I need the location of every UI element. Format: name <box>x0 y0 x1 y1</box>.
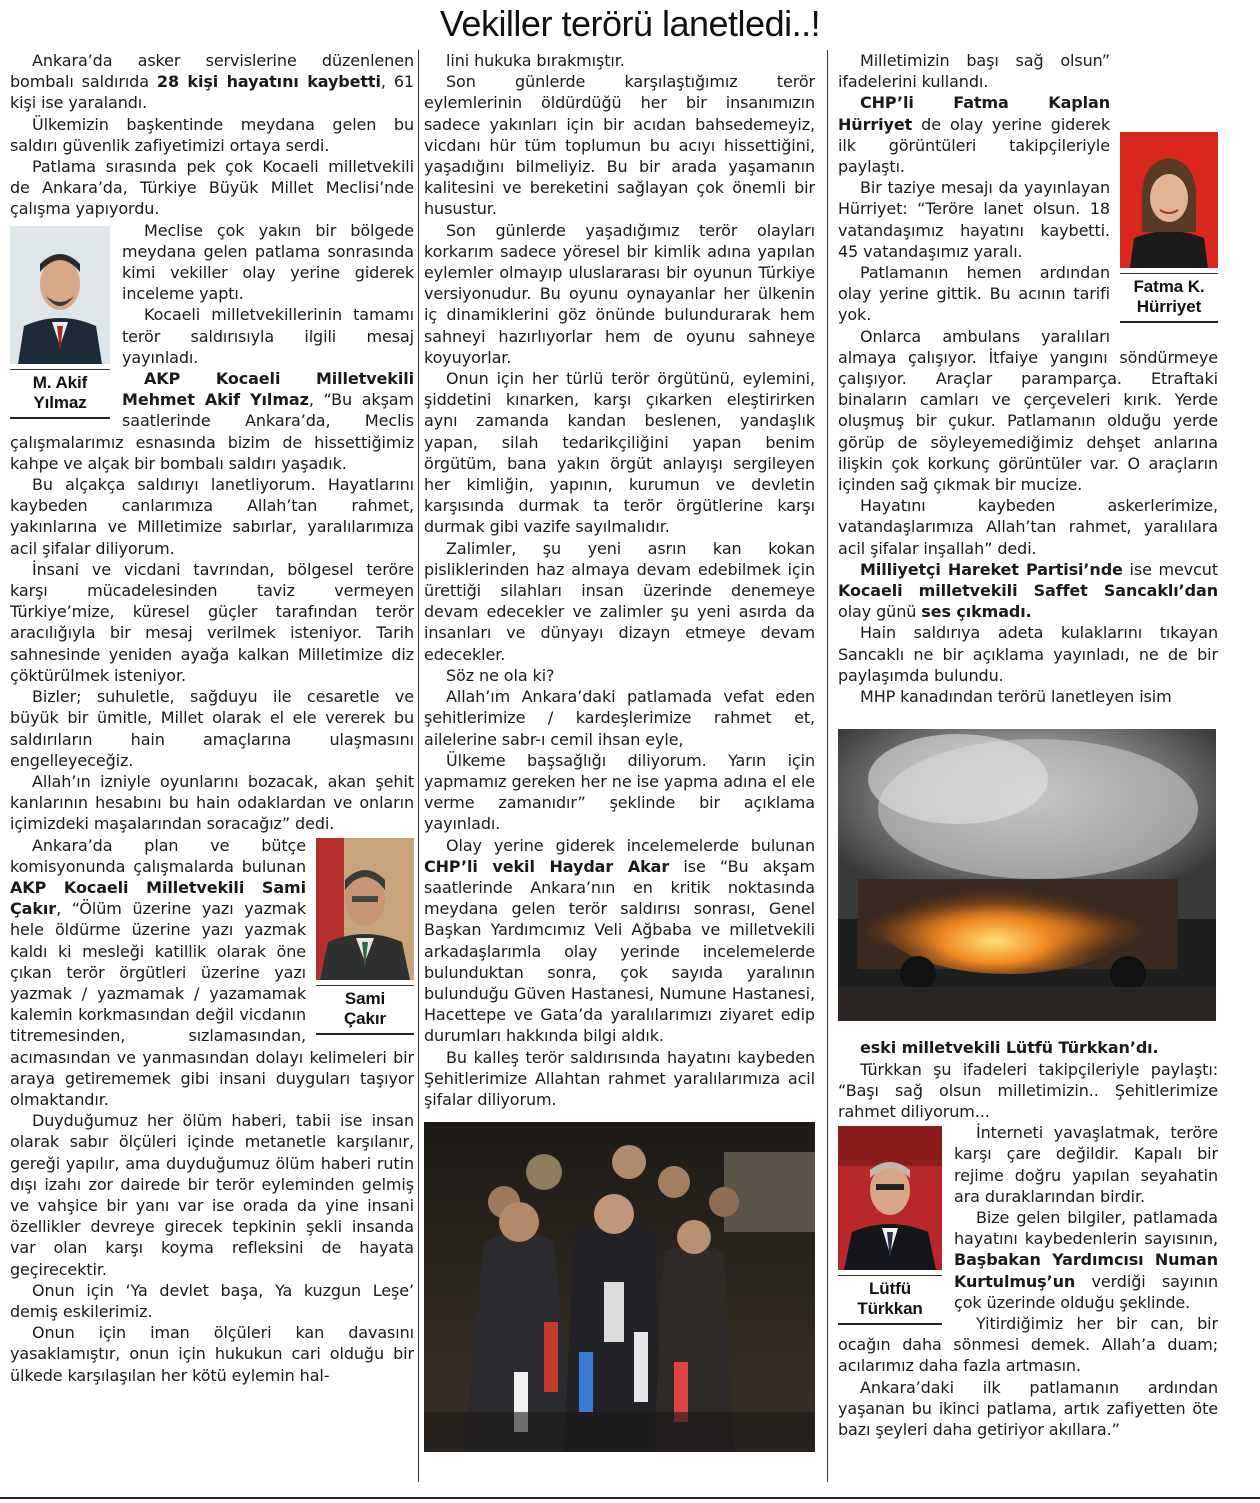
text: Son günlerde karşılaştığımız terör eylemlerinin öldürdüğü her bir insanımızın sadece yakınları için bir acıdan bahsedemeyiz, vicdanı hür tüm toplumun bu acıyı hissettiğini, yaşadığını bilmeliyiz. Bu bir arada yaşamanın kalitesini ve bereketini sağlayan çok önemli bir husustur. <box>424 72 815 219</box>
text: lini hukuka bırakmıştır. <box>446 51 625 70</box>
bold-text: AKP Kocaeli Milletvekili Mehmet Akif Yılmaz <box>122 369 414 410</box>
text: Meclise çok yakın bir bölgede meydana gelen patlama sonrasında kimi vekiller olay yerine giderek inceleme yaptı. <box>122 220 414 304</box>
paragraph <box>10 1322 414 1386</box>
paragraph <box>424 220 815 368</box>
press-crowd-photo <box>424 1122 815 1452</box>
text: , “Ölüm üzerine yazı yazmak hele öldürme üzerine yazı yazmak kaldı ki mesleği katillik olarak öne çıkan terör örgütleri üzerine yazı yazmak / yazmamak / yazamamak kalemin korkmasından değil vicdanın titremesinden, sızlamasından, acımasından ve yanmasından dolayı kelimeleri bir araya getirememek gibi insani duyguları taşıyor olmaktandır. <box>10 899 414 1109</box>
text: Olay yerine giderek incelemelerde bulunan <box>446 835 815 855</box>
bold-text: eski milletvekili Lütfü Türkkan’dı. <box>860 1038 1159 1058</box>
text: ise mevcut <box>1122 559 1218 579</box>
text: Türkkan şu ifadeleri takipçileriyle paylaştı: “Başı sağ olsun milletimizin.. Şehitlerimize rahmet diliyorum... <box>838 1059 1218 1121</box>
burning-bus-photo <box>838 729 1216 1021</box>
text: Patlama sırasında pek çok Kocaeli milletvekili de Ankara’da, Türkiye Büyük Millet Meclisi’nde çalışma yapıyordu. <box>10 157 414 219</box>
paragraph <box>424 835 815 1047</box>
paragraph <box>838 1037 1218 1058</box>
bold-text: CHP’li Fatma Kaplan Hürriyet <box>838 93 1110 134</box>
text: Söz ne ola ki? <box>446 665 555 685</box>
text: Yitirdiğimiz her bir can, bir ocağın daha sönmesi demek. Allah’a duam; acılarımız daha fazla artmasın. <box>838 1313 1218 1376</box>
portrait-photo <box>1120 132 1218 268</box>
bottom-rule <box>0 1497 1260 1499</box>
paragraph <box>10 771 414 835</box>
bold-text: ses çıkmadı. <box>921 602 1032 622</box>
paragraph-group <box>838 1037 1218 1122</box>
text: olay günü <box>838 602 922 622</box>
portrait-caption: M. Akif Yılmaz <box>10 369 110 419</box>
paragraph <box>10 114 414 156</box>
text: Bizler; suhuletle, sağduyu ile cesaretle ve büyük bir ümitle, Millet olarak el ele vererek bu saldırıların hain amaçlarına ulaşmasını engelleyeceğiz. <box>10 687 414 770</box>
paragraph <box>838 50 1218 92</box>
text: Ülkemizin başkentinde meydana gelen bu saldırı güvenlik zafiyetimizi ortaya serdi. <box>10 114 414 155</box>
paragraph <box>838 559 1218 623</box>
text: Patlamanın hemen ardından olay yerine gittik. Bu acının tarifi yok. <box>838 263 1110 325</box>
bold-text: 28 kişi hayatını kaybetti <box>156 72 381 92</box>
text: Onun için ‘Ya devlet başa, Ya kuzgun Leşe’ demiş eskilerimiz. <box>10 1280 414 1321</box>
portrait-caption: Sami Çakır <box>316 985 414 1035</box>
text: Allah’ım Ankara’daki patlamada vefat eden şehitlerimize / kardeşlerimize rahmet et, ailelerine sabr-ı cemil ihsan eyle, <box>424 687 815 749</box>
text: Kocaeli milletvekillerinin tamamı terör saldırısıyla ilgili mesaj yayınladı. <box>122 305 414 367</box>
text: Bu alçakça saldırıyı lanetliyorum. Hayatlarını kaybeden canlarımıza Allah’tan rahmet, yakınlarına ve Milletimize sabırlar, yaralılarımıza acil şifalar diliyorum. <box>10 475 414 558</box>
column-2 <box>424 50 815 1452</box>
paragraph <box>424 368 815 538</box>
portrait-hurriyet <box>1120 132 1218 323</box>
text: , “Bu akşam saatlerinde Ankara’da, Meclis çalışmalarımız esnasında bizim de hissettiğimiz kahpe ve alçak bir bombalı saldırı yaşadık. <box>10 390 415 473</box>
text: Zalimler, şu yeni asrın kan kokan pisliklerinden haz almaya devam edebilmek için ürettiği silahları insan üzerinde denemeye devam edecekler ve zalimler şu yeni asırda da insanları ve dünyayı dizayn etmeye devam edecekler. <box>424 538 815 664</box>
paragraph <box>10 50 414 114</box>
bold-text: CHP’li vekil Haydar Akar <box>424 856 670 876</box>
paragraph <box>838 1377 1218 1441</box>
portrait-turkkan <box>838 1126 942 1325</box>
portrait-yilmaz <box>10 226 110 419</box>
text: Son günlerde yaşadığımız terör olayları korkarım sadece yöresel bir kimlik adına yapılan eylemler olmayıp uluslararası bir oyunun Türkiye versiyonudur. Bu oyunu oynayanlar her ülkenin iç dinamiklerini göz önünde bulundurarak hem sahneyi hazırlıyorlar hem de oyunu sahneye koyuyorlar. <box>424 220 815 367</box>
column-1 <box>10 50 414 1386</box>
text: Bir taziye mesajı da yayınlayan Hürriyet: “Teröre lanet olsun. 18 vatandaşımız hayatını kaybetti. 45 vatandaşımız yaralı. <box>838 178 1110 261</box>
paragraph <box>424 538 815 665</box>
text: Onlarca ambulans yaralıları almaya çalışıyor. İtfaiye yangını söndürmeye çalışıyor. Araçlar paramparça. Etraftaki binaların camları ve çerçeveleri kırık. Yerde oluşmuş bir çukur. Patlamanın olduğu yerde görüp de söyleyemediğimiz dehşet anlarına ilişkin çok korkunç görüntüler var. O araçların içinden sağ çıkmak bir mucize. <box>838 326 1218 495</box>
text: de olay yerine giderek ilk görüntüleri takipçileriyle paylaştı. <box>838 114 1110 177</box>
portrait-caption: Fatma K. Hürriyet <box>1120 273 1218 323</box>
text: Allah’ın izniyle oyunlarını bozacak, akan şehit kanlarının hesabını bu hain odaklardan ve onların içimizdeki maşalarından soracağız” dedi. <box>10 771 414 834</box>
paragraph <box>838 1059 1218 1123</box>
text: ise “Bu akşam saatlerinde Ankara’nın en kritik noktasında meydana gelen terör saldırısı sonrası, Genel Başkan Yardımcımız Veli Ağbaba ve milletvekili arkadaşlarımla olay yerinde incelemelerde bulunduktan sonra, çok sayıda yaralının bulunduğu Güven Hastanesi, Numune Hastanesi, Hacettepe ve Gata’da yaralılarımızı ziyaret edip durumları hakkında bilgi aldık. <box>424 856 815 1046</box>
text: , 61 kişi ise yaralandı. <box>10 72 414 113</box>
text: Bu kalleş terör saldırısında hayatını kaybeden Şehitlerimize Allahtan rahmet yaralılarımıza acil şifalar diliyorum. <box>424 1047 815 1109</box>
text: İnterneti yavaşlatmak, teröre karşı çare değildir. Kapalı bir rejime doğru yapılan seyahatin ara duraklarından birdir. <box>954 1123 1218 1206</box>
text: MHP kanadından terörü lanetleyen isim <box>860 687 1172 707</box>
bold-text: AKP Kocaeli Milletvekili Sami Çakır <box>10 877 306 919</box>
text: verdiği sayının çok üzerinde olduğu şeklinde. <box>954 1271 1218 1312</box>
text: Ankara’da asker servislerine düzenlenen bombalı saldırıda <box>10 51 414 92</box>
text: Ankara’daki ilk patlamanın ardından yaşanan bu ikinci patlama, artık zafiyetten öte bazı şeyleri daha getiriyor akıllara.” <box>838 1377 1218 1439</box>
portrait-photo <box>316 838 414 980</box>
paragraph <box>10 686 414 771</box>
paragraph <box>10 474 414 559</box>
paragraph <box>10 559 414 686</box>
paragraph <box>10 1110 414 1280</box>
portrait-caption: Lütfü Türkkan <box>838 1275 942 1325</box>
paragraph <box>424 71 815 219</box>
column-3 <box>838 50 1218 1440</box>
text: Onun için her türlü terör örgütünü, eylemini, şiddetini kınarken, karşı çıkarken eleştirirken aynı zamanda kandan beslenen, yandaşlık yapan, silah tedarikçiliğini yapan benim örgütüm, bana yakın örgüt anlayışı sergileyen her kimliğin, yapının, kurumun ve devletin karşısında durmak ta terör örgütlerine karşı durmak gibi vazife sayılmalıdır. <box>424 369 815 537</box>
paragraph <box>424 1047 815 1111</box>
paragraph <box>838 622 1218 686</box>
text: Ankara’da plan ve bütçe komisyonunda çalışmalarda bulunan <box>10 835 306 876</box>
column-divider <box>827 50 828 1482</box>
paragraph <box>424 665 815 686</box>
paragraph <box>424 750 815 835</box>
bold-text: Kocaeli milletvekili Saffet Sancaklı’dan <box>838 581 1218 601</box>
bold-text: Milliyetçi Hareket Partisi’nde <box>860 559 1123 579</box>
text: Milletimizin başı sağ olsun” ifadelerini kullandı. <box>838 51 1110 92</box>
paragraph <box>424 686 815 750</box>
bold-text: Başbakan Yardımcısı Numan Kurtulmuş’un <box>954 1250 1218 1291</box>
text: Onun için iman ölçüleri kan davasını yasaklamıştır, onun için hukukun cari olduğu bir ülkede karşılaşılan her kötü eylemin hal- <box>10 1323 414 1385</box>
paragraph-group <box>10 50 414 220</box>
text: Hain saldırıya adeta kulaklarını tıkayan Sancaklı ne bir açıklama yayınladı, ne de bir paylaşımda bulundu. <box>838 623 1218 685</box>
paragraph <box>838 326 1218 496</box>
paragraph <box>838 495 1218 559</box>
paragraph <box>838 686 1218 707</box>
text: İnsani ve vicdani tavrından, bölgesel teröre karşı mücadelesinden taviz vermeyen Türkiye’mize, küresel güçler tarafından terör aracılığıyla bir mesaj verilmek isteniyor. Tarih sahnesinde yeniden ayağa kalkan Milletimize diz çöktürülmek isteniyor. <box>10 559 414 685</box>
portrait-photo <box>838 1126 942 1270</box>
text: Bize gelen bilgiler, patlamada hayatını kaybedenlerin sayısının, <box>954 1207 1218 1249</box>
portrait-cakir <box>316 838 414 1035</box>
text: Ülkeme başsağlığı diliyorum. Yarın için yapmamız gereken her ne ise yapma adına el ele verme zamanıdır” şeklinde bir açıklama yayınladı. <box>424 750 815 834</box>
paragraph <box>10 156 414 220</box>
paragraph-group <box>424 50 815 1110</box>
paragraph <box>424 50 815 71</box>
portrait-photo <box>10 226 110 364</box>
text: Duyduğumuz her ölüm haberi, tabii ise insan olarak sabır ölçüleri içinde metanetle karşılanır, gereği yapılır, ama duyduğumuz ölüm haberi rutin dışı izahı zor dairede bir terör eyleminden gelmiş ve vahşice bir yanı var ise orada da yine insani özellikler devreye girecek tepkinin şekli insanda var olan karşı koyma refleksini de hayata geçirecektir. <box>10 1111 414 1279</box>
headline: Vekiller terörü lanetledi..! <box>439 3 821 44</box>
text: Hayatını kaybeden askerlerimize, vatandaşlarımıza Allah’tan rahmet, yaralılara acil şifalar inşallah” dedi. <box>838 496 1218 558</box>
paragraph <box>10 1280 414 1322</box>
column-divider <box>418 50 419 1482</box>
